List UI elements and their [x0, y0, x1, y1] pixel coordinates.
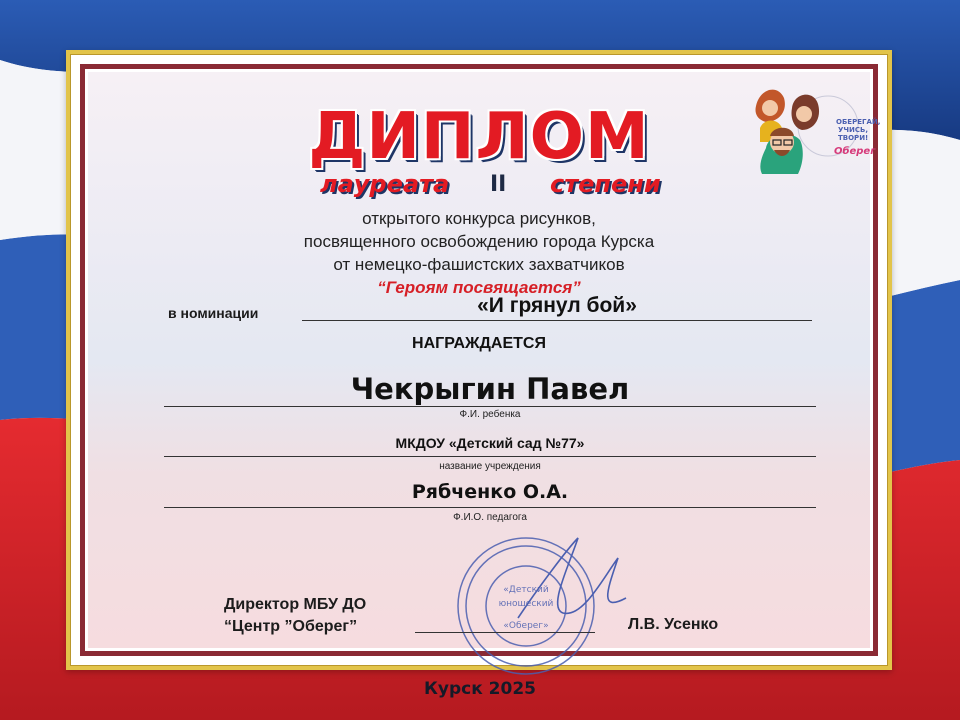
footer-city-year: Курск 2025: [424, 679, 536, 699]
director-title: [224, 594, 366, 638]
description-line: открытого конкурса рисунков,: [362, 209, 596, 228]
diploma-paper: [88, 72, 881, 648]
logo-brand: Оберег: [834, 146, 876, 157]
signature-line: [415, 632, 595, 633]
contest-name: “Героям посвящается”: [377, 278, 581, 297]
teacher-caption: Ф.И.О. педагога: [453, 512, 527, 523]
nomination-value: «И грянул бой»: [477, 294, 637, 317]
diploma-frame: [66, 50, 892, 670]
seal-text: «Оберег»: [503, 621, 549, 631]
diploma-title: ДИПЛОМ: [308, 100, 650, 174]
seal-text: «Детский: [503, 585, 549, 595]
teacher-name: Рябченко О.А.: [411, 481, 569, 503]
seal-text: юношеский: [498, 599, 554, 609]
nomination-label: в номинации: [168, 305, 259, 321]
director-title-line: “Центр ”Оберег”: [224, 618, 358, 635]
description-line: от немецко-фашистских захватчиков: [333, 255, 625, 274]
child-name-line: [164, 406, 816, 407]
awarded-label: НАГРАЖДАЕТСЯ: [412, 335, 546, 352]
logo-text: УЧИСЬ,: [838, 126, 869, 134]
director-signature: [508, 528, 638, 638]
description-line: посвященного освобождению города Курска: [303, 232, 655, 251]
frame-border: [80, 64, 881, 656]
nomination-line: [302, 320, 812, 321]
child-name: Чекрыгин Павел: [350, 372, 630, 406]
diploma-subtitle: [320, 170, 730, 200]
institution-name: МКДОУ «Детский сад №77»: [395, 435, 585, 451]
degree-word: степени: [550, 170, 661, 198]
institution-caption: название учреждения: [439, 461, 541, 472]
laureate-word: лауреата: [320, 170, 450, 198]
contest-description: [88, 207, 870, 299]
institution-line: [164, 456, 816, 457]
degree-number: II: [490, 172, 507, 197]
logo-text: ТВОРИ!: [838, 134, 869, 142]
teacher-line: [164, 507, 816, 508]
logo-text: ОБЕРЕГАЙ,: [836, 118, 881, 126]
oberег-logo: [748, 78, 881, 196]
child-name-caption: Ф.И. ребенка: [459, 409, 521, 420]
director-name: Л.В. Усенко: [628, 616, 719, 633]
director-title-line: Директор МБУ ДО: [224, 596, 367, 613]
